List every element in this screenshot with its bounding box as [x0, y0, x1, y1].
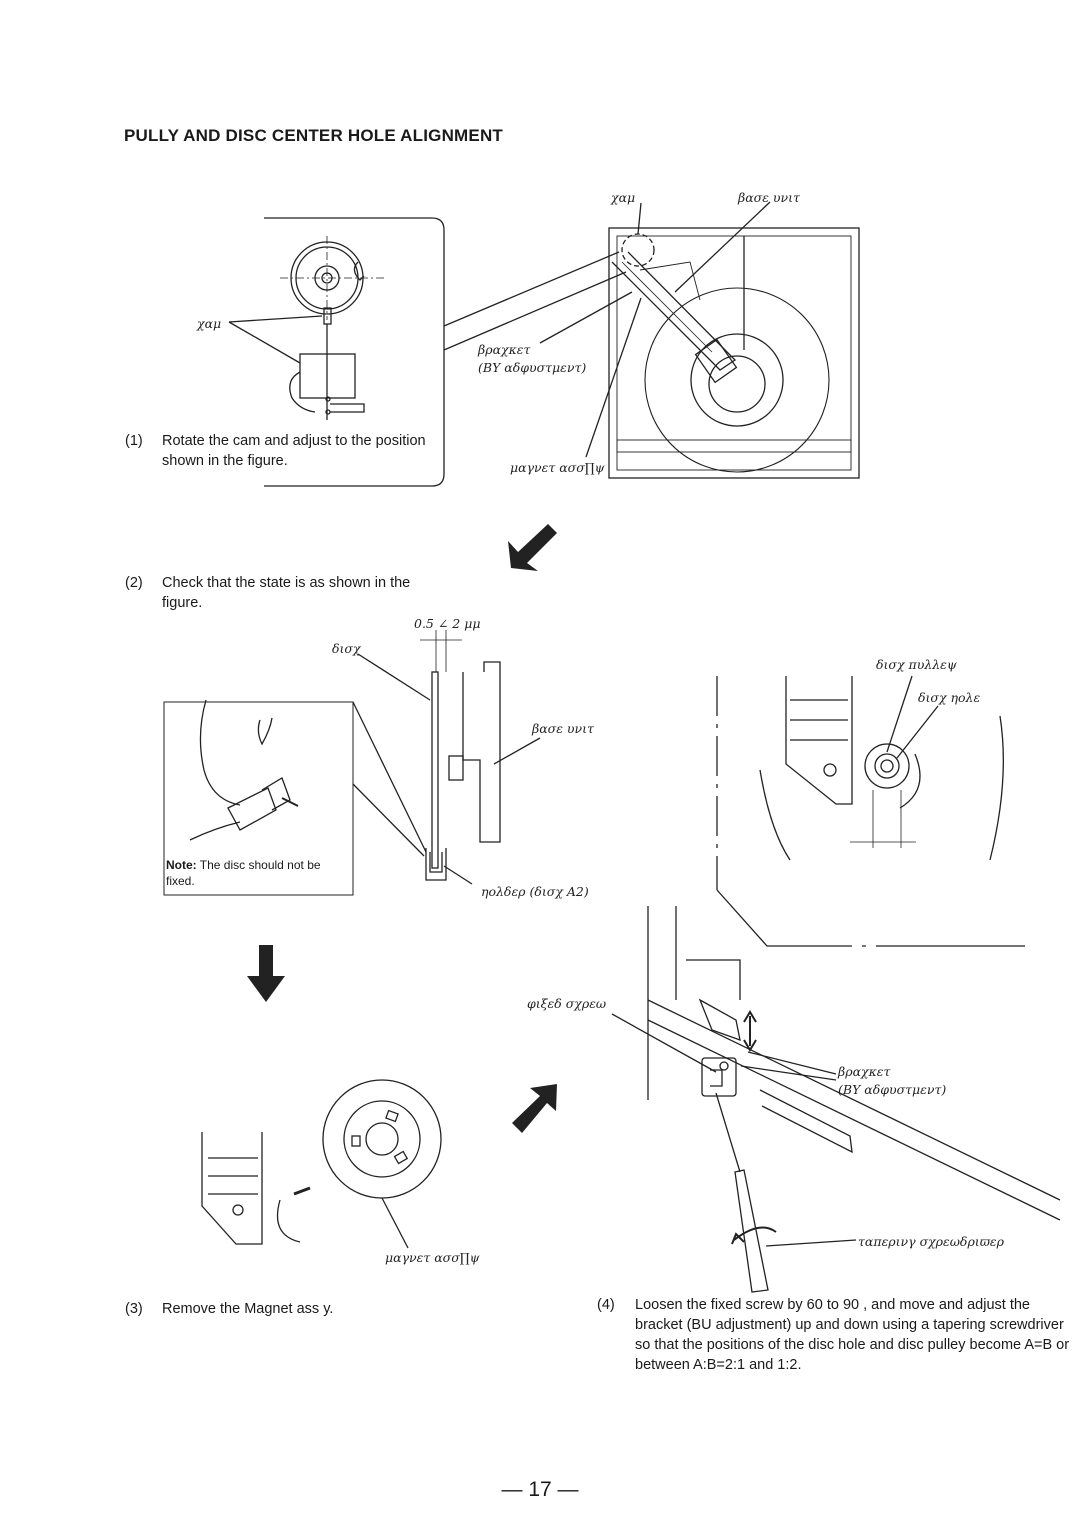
section-title: PULLY AND DISC CENTER HOLE ALIGNMENT — [124, 126, 504, 145]
disc-check-drawing — [164, 630, 540, 895]
note-text: The disc should not be fixed. — [166, 858, 321, 888]
label-fixed-screw: φιξεδ σχρεω — [527, 996, 607, 1011]
step-1-text: Rotate the cam and adjust to the position shown in the figure. — [162, 433, 426, 469]
label-magnet-1: μαγνετ ασσ∏ψ — [510, 460, 605, 475]
label-bracket-1: βραχκετ — [478, 342, 531, 357]
label-base-unit-mid: βασε υνιτ — [532, 721, 594, 736]
label-cam-top: χαμ — [611, 190, 636, 205]
label-bracket-2: βραχκετ — [838, 1064, 891, 1079]
label-base-unit-top: βασε υνιτ — [738, 190, 800, 205]
arrow-down-left — [508, 524, 557, 571]
pulley-alignment-drawing — [717, 676, 1025, 946]
label-bracket-1-sub: (ΒΥ αδφυστμεντ) — [478, 360, 587, 375]
note-label: Note: — [166, 858, 197, 872]
magnet-drawing — [202, 1080, 441, 1248]
step-4-number: (4) — [597, 1297, 615, 1313]
page-number: — 17 — — [501, 1478, 579, 1501]
step-4-text: Loosen the fixed screw by 60 to 90 , and move and adjust the bracket (BU adjustment) up and down using a tapering screwdriver so that the positions of the disc hole and disc pulley become A=B or between A:B=2:1 and 1:2. — [635, 1297, 1070, 1373]
step-3-text: Remove the Magnet ass y. — [162, 1301, 334, 1317]
label-magnet-2: μαγνετ ασσ∏ψ — [385, 1250, 480, 1265]
label-bracket-2-sub: (ΒΥ αδφυστμεντ) — [838, 1082, 947, 1097]
label-disc-hole: δισχ ηολε — [918, 690, 981, 705]
arrow-up-right — [512, 1084, 557, 1133]
arrow-down — [247, 945, 285, 1002]
label-disc: δισχ — [332, 641, 361, 656]
label-dimension: 0.5 ∠ 2 μμ — [414, 616, 481, 631]
label-disc-pulley: δισχ πυλλεψ — [876, 657, 957, 672]
label-holder: ηολδερ (δισχ Α2) — [481, 884, 589, 899]
label-cam-left: χαμ — [197, 316, 222, 331]
label-tapering-screwdriver: ταπερινγ σχρεωδριϖερ — [858, 1234, 1004, 1249]
step-2-text: Check that the state is as shown in the figure. — [162, 575, 411, 611]
step-1 — [125, 431, 470, 473]
step-4 — [597, 1295, 1072, 1379]
step-1-number: (1) — [125, 433, 143, 449]
step-3-number: (3) — [125, 1301, 143, 1317]
step-2-number: (2) — [125, 575, 143, 591]
cam-drawing — [229, 236, 386, 420]
base-unit-drawing — [540, 202, 859, 478]
step-3 — [125, 1299, 425, 1321]
note — [166, 857, 351, 889]
step-2 — [125, 573, 425, 615]
